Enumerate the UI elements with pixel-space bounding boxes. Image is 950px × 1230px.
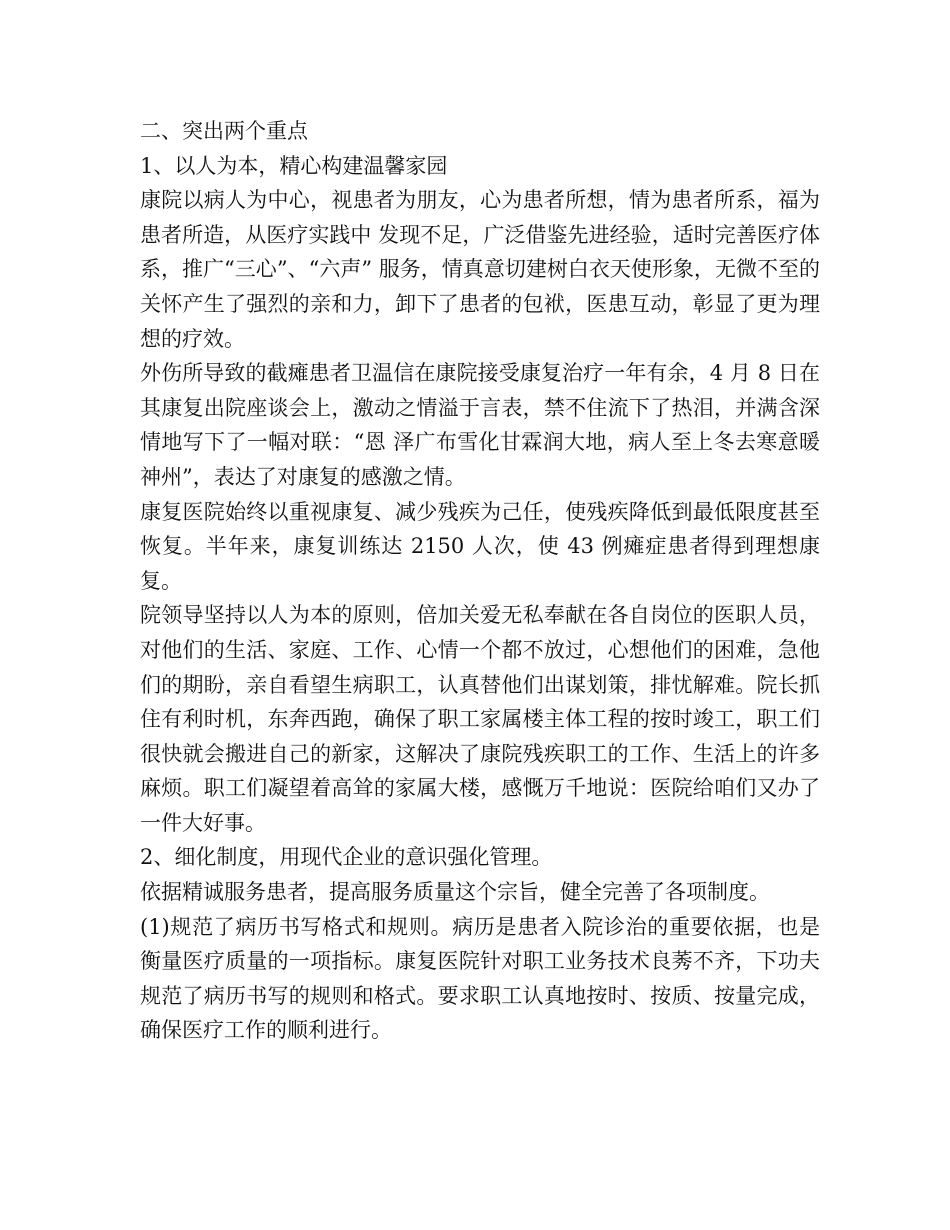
paragraph-staff-care: 院领导坚持以人为本的原则，倍加关爱无私奉献在各自岗位的医职人员，对他们的生活、家庭、工作、心情一个都不放过，心想他们的困难，急他们的期盼，亲自看望生病职工，认真替他们出谋划策，排忧解难。院长抓住有利时机，东奔西跑，确保了职工家属楼主体工程的按时竣工，职工们很快就会搬进自己的新家，这解决了康院残疾职工的工作、生活上的许多麻烦。职工们凝望着高耸的家属大楼，感慨万千地说：医院给咱们又办了一件大好事。 xyxy=(140,603,820,835)
paragraph-patient-couplet: 外伤所导致的截瘫患者卫温信在康院接受康复治疗一年有余，4 月 8 日在其康复出院座谈会上，激动之情溢于言表，禁不住流下了热泪，并满含深情地写下了一幅对联：“恩 泽广布雪化甘霖润大地，病人至上冬去寒意暖神州”，表达了对康复的感激之情。 xyxy=(140,361,820,489)
paragraph-patient-centered: 康院以病人为中心，视患者为朋友，心为患者所想，情为患者所系，福为患者所造，从医疗实践中 发现不足，广泛借鉴先进经验，适时完善医疗体系，推广“三心”、“六声” 服务，情真意切建树白衣天使形象，无微不至的关怀产生了强烈的亲和力，卸下了患者的包袱，医患互动，彰显了更为理想的疗效。 xyxy=(140,188,820,351)
paragraph-medical-records: (1)规范了病历书写格式和规则。病历是患者入院诊治的重要依据，也是衡量医疗质量的一项指标。康复医院针对职工业务技术良莠不齐，下功夫规范了病历书写的规则和格式。要求职工认真地按时、按质、按量完成，确保医疗工作的顺利进行。 xyxy=(140,914,820,1043)
paragraph-rehab-results: 康复医院始终以重视康复、减少残疾为己任，使残疾降低到最低限度甚至恢复。半年来，康复训练达 2150 人次，使 43 例瘫症患者得到理想康复。 xyxy=(140,499,820,593)
document-page xyxy=(140,114,820,1048)
section-heading: 二、突出两个重点 xyxy=(140,119,308,143)
subsection-heading-2: 2、细化制度，用现代企业的意识强化管理。 xyxy=(140,845,553,870)
subsection-heading-1: 1、以人为本，精心构建温馨家园 xyxy=(140,153,448,178)
paragraph-institution: 依据精诚服务患者，提高服务质量这个宗旨，健全完善了各项制度。 xyxy=(140,880,770,905)
